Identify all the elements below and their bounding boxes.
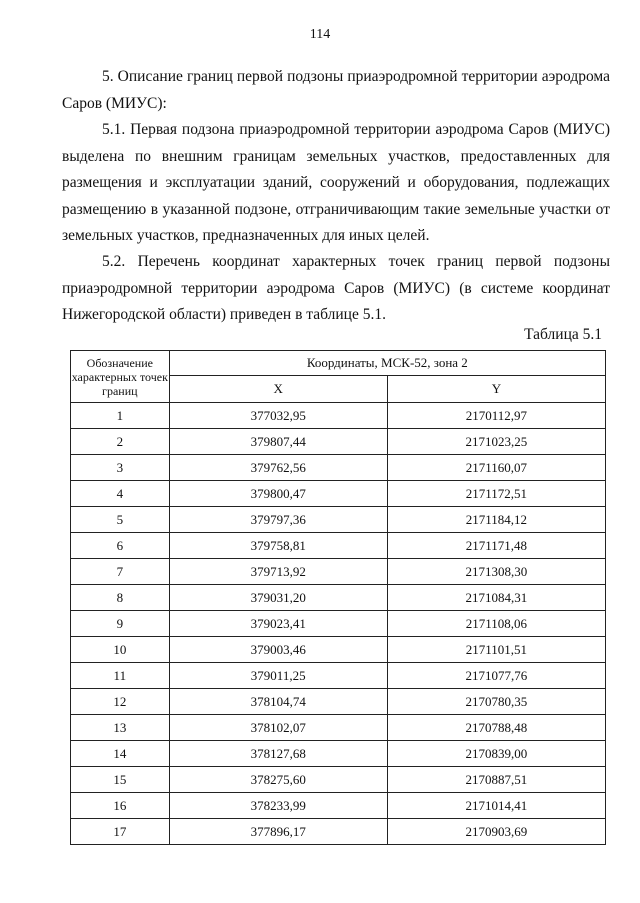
body-paragraph-5-1 xyxy=(62,117,610,250)
cell-x: 379031,20 xyxy=(169,585,387,611)
cell-y: 2171077,76 xyxy=(387,663,605,689)
table-row xyxy=(71,403,606,429)
section-heading-paragraph xyxy=(62,64,610,117)
cell-point-number: 5 xyxy=(71,507,170,533)
cell-y: 2170839,00 xyxy=(387,741,605,767)
cell-y: 2171308,30 xyxy=(387,559,605,585)
table-row xyxy=(71,819,606,845)
cell-y: 2171101,51 xyxy=(387,637,605,663)
cell-y: 2170780,35 xyxy=(387,689,605,715)
cell-point-number: 3 xyxy=(71,455,170,481)
table-row xyxy=(71,767,606,793)
cell-point-number: 12 xyxy=(71,689,170,715)
cell-x: 379713,92 xyxy=(169,559,387,585)
cell-point-number: 6 xyxy=(71,533,170,559)
table-row xyxy=(71,533,606,559)
cell-x: 378275,60 xyxy=(169,767,387,793)
table-caption: Таблица 5.1 xyxy=(524,326,602,343)
table-row xyxy=(71,559,606,585)
cell-x: 379762,56 xyxy=(169,455,387,481)
cell-point-number: 10 xyxy=(71,637,170,663)
cell-x: 379023,41 xyxy=(169,611,387,637)
cell-x: 378104,74 xyxy=(169,689,387,715)
cell-y: 2171023,25 xyxy=(387,429,605,455)
cell-point-number: 9 xyxy=(71,611,170,637)
cell-x: 379758,81 xyxy=(169,533,387,559)
table-row xyxy=(71,715,606,741)
cell-x: 379807,44 xyxy=(169,429,387,455)
cell-y: 2170112,97 xyxy=(387,403,605,429)
header-y: Y xyxy=(387,376,605,403)
cell-x: 379797,36 xyxy=(169,507,387,533)
cell-point-number: 15 xyxy=(71,767,170,793)
coordinates-table xyxy=(70,350,606,845)
table-row xyxy=(71,611,606,637)
cell-x: 379003,46 xyxy=(169,637,387,663)
cell-point-number: 1 xyxy=(71,403,170,429)
cell-point-number: 14 xyxy=(71,741,170,767)
table-row xyxy=(71,637,606,663)
paragraph-5: 5. Описание границ первой подзоны приаэродромной территории аэродрома Саров (МИУС): xyxy=(62,68,610,112)
cell-x: 378102,07 xyxy=(169,715,387,741)
cell-point-number: 16 xyxy=(71,793,170,819)
page-number: 114 xyxy=(309,27,331,42)
table-row xyxy=(71,689,606,715)
table-row xyxy=(71,455,606,481)
table-row xyxy=(71,507,606,533)
cell-x: 377032,95 xyxy=(169,403,387,429)
cell-point-number: 13 xyxy=(71,715,170,741)
table-row xyxy=(71,481,606,507)
cell-y: 2171172,51 xyxy=(387,481,605,507)
cell-x: 379011,25 xyxy=(169,663,387,689)
cell-y: 2171184,12 xyxy=(387,507,605,533)
cell-y: 2170887,51 xyxy=(387,767,605,793)
table-row xyxy=(71,741,606,767)
table-row xyxy=(71,793,606,819)
cell-x: 378127,68 xyxy=(169,741,387,767)
cell-point-number: 8 xyxy=(71,585,170,611)
cell-y: 2171171,48 xyxy=(387,533,605,559)
cell-y: 2171084,31 xyxy=(387,585,605,611)
cell-point-number: 4 xyxy=(71,481,170,507)
cell-y: 2170903,69 xyxy=(387,819,605,845)
cell-y: 2171108,06 xyxy=(387,611,605,637)
cell-x: 377896,17 xyxy=(169,819,387,845)
cell-x: 378233,99 xyxy=(169,793,387,819)
cell-y: 2170788,48 xyxy=(387,715,605,741)
cell-point-number: 17 xyxy=(71,819,170,845)
cell-y: 2171014,41 xyxy=(387,793,605,819)
table-row xyxy=(71,663,606,689)
cell-x: 379800,47 xyxy=(169,481,387,507)
header-coordinates-group: Координаты, МСК-52, зона 2 xyxy=(169,351,605,376)
table-body xyxy=(71,403,606,845)
cell-point-number: 11 xyxy=(71,663,170,689)
table-row xyxy=(71,585,606,611)
paragraph-5-2: 5.2. Перечень координат характерных точек границ первой подзоны приаэродромной территории аэродрома Саров (МИУС) (в системе координат Нижегородской области) приведен в таблице 5.1. xyxy=(62,253,610,323)
header-point-label: Обозначение характерных точек границ xyxy=(71,351,170,403)
header-x: X xyxy=(169,376,387,403)
cell-y: 2171160,07 xyxy=(387,455,605,481)
body-paragraph-5-2 xyxy=(62,249,610,329)
table-row xyxy=(71,429,606,455)
cell-point-number: 2 xyxy=(71,429,170,455)
cell-point-number: 7 xyxy=(71,559,170,585)
paragraph-5-1: 5.1. Первая подзона приаэродромной территории аэродрома Саров (МИУС) выделена по внешним границам земельных участков, предоставленных для размещения и эксплуатации зданий, сооружений и оборудования, подлежащих размещению в указанной подзоне, отграничивающим такие земельные участки от земельных участков, предназначенных для иных целей. xyxy=(62,121,610,244)
